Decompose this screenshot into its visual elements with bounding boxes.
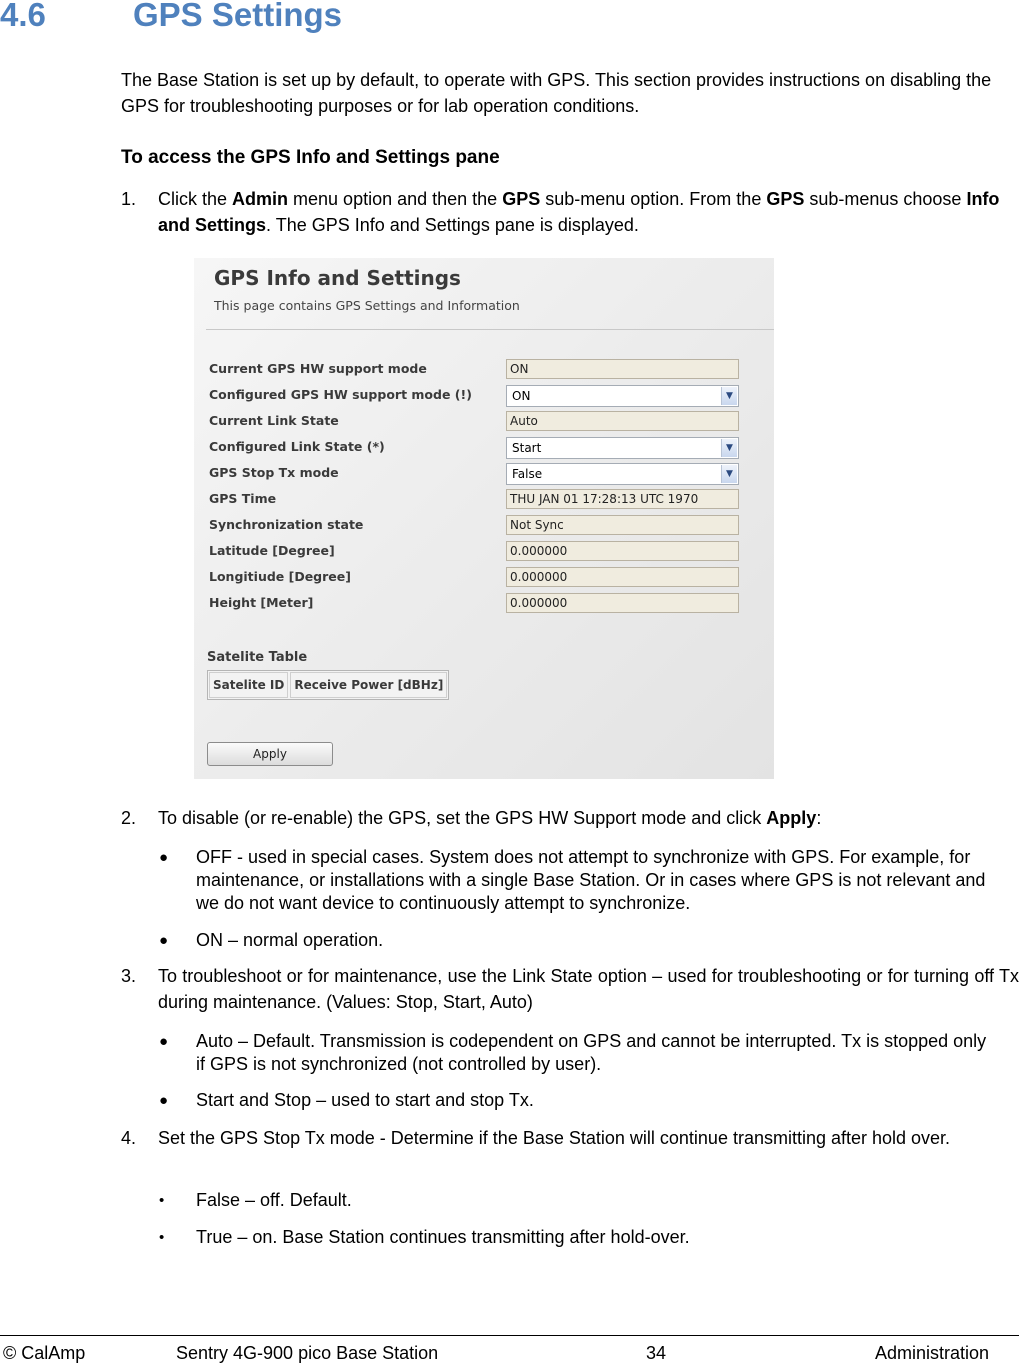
step-text: Set the GPS Stop Tx mode - Determine if the Base Station will continue transmitting after hold over. xyxy=(158,1128,951,1148)
footer-copyright: © CalAmp xyxy=(3,1343,86,1363)
apply-ref: Apply xyxy=(766,808,817,828)
step-number: 4. xyxy=(121,1128,137,1148)
field-label: Height [Meter] xyxy=(209,595,314,610)
field-row xyxy=(209,463,749,485)
field-label: Current GPS HW support mode xyxy=(209,361,427,376)
bullet-icon: ● xyxy=(159,1092,169,1109)
step-number: 1. xyxy=(121,189,137,209)
step-text: To troubleshoot or for maintenance, use the Link State option – used for troubleshooting or for turning off Tx during maintenance. (Values: Stop, Start, Auto) xyxy=(158,966,1019,1012)
field-label: GPS Time xyxy=(209,491,277,506)
chevron-down-icon[interactable]: ▼ xyxy=(721,439,737,457)
admin-menu-ref: Admin xyxy=(232,189,289,209)
step-4 xyxy=(121,1125,1019,1151)
latitude-value: 0.000000 xyxy=(506,541,739,561)
list-item: ● OFF - used in special cases. System does not attempt to synchronize with GPS. For example, for maintenance, or installations with a single Base Station. Or in cases where GPS is not relevant and we do not want device to continuously attempt to synchronize. xyxy=(159,847,986,913)
field-row xyxy=(209,515,749,537)
configured-link-state-select[interactable] xyxy=(506,437,739,459)
apply-button[interactable]: Apply xyxy=(207,742,333,766)
gps-submenu-ref: GPS xyxy=(766,189,805,209)
select-value: False xyxy=(512,467,543,481)
field-row xyxy=(209,411,749,433)
step-number: 3. xyxy=(121,966,137,986)
section-number: 4.6 xyxy=(0,0,46,33)
chevron-down-icon[interactable]: ▼ xyxy=(721,387,737,405)
step-3 xyxy=(121,963,1019,1015)
table-header-cell: Satelite ID xyxy=(209,672,288,698)
step-1 xyxy=(121,186,1019,238)
pane-subtitle: This page contains GPS Settings and Information xyxy=(214,298,520,313)
field-label: Current Link State xyxy=(209,413,339,428)
field-label: Configured GPS HW support mode (!) xyxy=(209,387,472,402)
current-gps-hw-mode-value: ON xyxy=(506,359,739,379)
pane-title: GPS Info and Settings xyxy=(214,266,461,290)
bullet-icon: ● xyxy=(159,932,169,949)
field-label: Latitude [Degree] xyxy=(209,543,335,558)
field-row xyxy=(209,593,749,615)
table-header-cell: Receive Power [dBHz] xyxy=(290,672,447,698)
satellite-table xyxy=(207,670,449,700)
info-settings-ref: Info and Settings xyxy=(158,189,1000,235)
current-link-state-value: Auto xyxy=(506,411,739,431)
field-row xyxy=(209,541,749,563)
list-item: ● Start and Stop – used to start and stop Tx. xyxy=(159,1090,534,1110)
select-value: ON xyxy=(512,389,531,403)
field-label: Longitiude [Degree] xyxy=(209,569,351,584)
step-2 xyxy=(121,805,1019,831)
list-item: ● Auto – Default. Transmission is codependent on GPS and cannot be interrupted. Tx is stopped only if GPS is not synchronized (not controlled by user). xyxy=(159,1031,987,1074)
list-item: ● ON – normal operation. xyxy=(159,930,384,950)
footer-divider xyxy=(0,1335,1019,1336)
configured-gps-hw-mode-select[interactable] xyxy=(506,385,739,407)
gps-time-value: THU JAN 01 17:28:13 UTC 1970 xyxy=(506,489,739,509)
divider xyxy=(206,329,774,330)
field-row xyxy=(209,567,749,589)
step-text: To disable (or re-enable) the GPS, set the GPS HW Support mode and click Apply: xyxy=(158,808,822,828)
step-number: 2. xyxy=(121,808,137,828)
footer-section: Administration xyxy=(875,1343,990,1363)
list-item: • False – off. Default. xyxy=(159,1190,352,1210)
field-label: Synchronization state xyxy=(209,517,364,532)
footer-product: Sentry 4G-900 pico Base Station xyxy=(176,1343,439,1363)
field-label: Configured Link State (*) xyxy=(209,439,385,454)
intro-paragraph: The Base Station is set up by default, to operate with GPS. This section provides instructions on disabling the GPS for troubleshooting purposes or for lab operation conditions. xyxy=(121,70,992,116)
bullet-icon: • xyxy=(159,1192,165,1209)
field-label: GPS Stop Tx mode xyxy=(209,465,339,480)
select-value: Start xyxy=(512,441,542,455)
field-row xyxy=(209,437,749,459)
bullet-icon: ● xyxy=(159,1033,169,1050)
longitude-value: 0.000000 xyxy=(506,567,739,587)
satellite-table-title: Satelite Table xyxy=(207,650,308,665)
field-row xyxy=(209,359,749,381)
bullet-icon: • xyxy=(159,1229,165,1246)
chevron-down-icon[interactable]: ▼ xyxy=(721,465,737,483)
sync-state-value: Not Sync xyxy=(506,515,739,535)
list-item: • True – on. Base Station continues transmitting after hold-over. xyxy=(159,1227,690,1247)
footer-page-number: 34 xyxy=(646,1343,667,1363)
field-row xyxy=(209,489,749,511)
height-value: 0.000000 xyxy=(506,593,739,613)
gps-submenu-ref: GPS xyxy=(502,189,541,209)
gps-stop-tx-mode-select[interactable] xyxy=(506,463,739,485)
field-row xyxy=(209,385,749,407)
section-title: GPS Settings xyxy=(133,0,343,33)
step-text: Click the Admin menu option and then the GPS sub-menu option. From the GPS sub-menus choose Info and Settings. The GPS Info and Settings pane is displayed. xyxy=(158,189,1000,235)
gps-settings-screenshot xyxy=(194,258,774,779)
bullet-icon: ● xyxy=(159,849,169,866)
procedure-subheading: To access the GPS Info and Settings pane xyxy=(121,147,500,168)
